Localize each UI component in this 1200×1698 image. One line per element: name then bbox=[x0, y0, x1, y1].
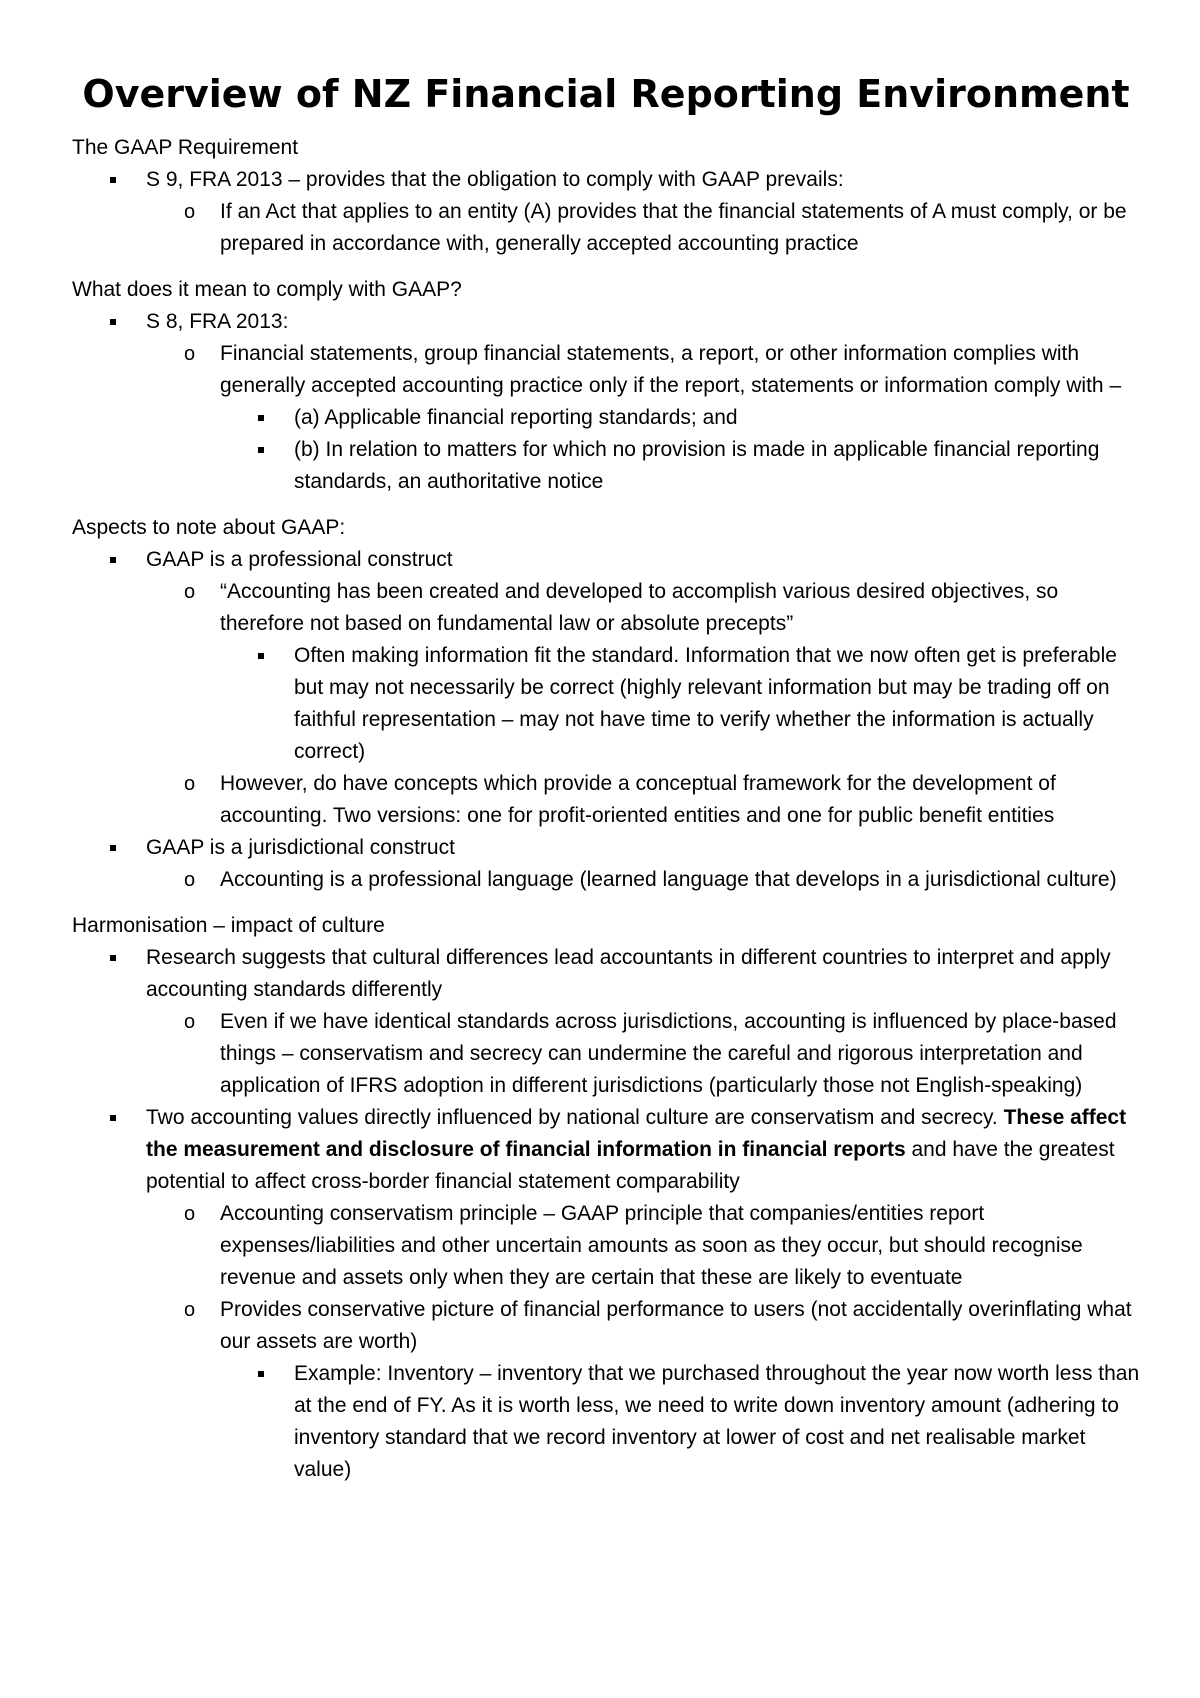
square-bullet-icon bbox=[258, 1358, 278, 1390]
list-item-text: (b) In relation to matters for which no provision is made in applicable financial reporting standards, an authoritative notice bbox=[294, 438, 1100, 493]
section-heading: What does it mean to comply with GAAP? bbox=[72, 278, 462, 301]
sub-sub-list bbox=[146, 1358, 1140, 1486]
list-item bbox=[72, 942, 1140, 1102]
section-harmonisation bbox=[72, 910, 1140, 1486]
list-item bbox=[72, 544, 1140, 832]
circle-bullet-icon: o bbox=[184, 773, 196, 795]
square-bullet-icon bbox=[110, 1102, 130, 1134]
list-item-text-part: Two accounting values directly influenced by national culture are conservatism and secrecy. bbox=[146, 1106, 1004, 1129]
section-gaap-requirement bbox=[72, 132, 1140, 260]
circle-bullet-icon: o bbox=[184, 201, 196, 223]
sub-sub-list bbox=[146, 640, 1140, 768]
section-heading: The GAAP Requirement bbox=[72, 136, 299, 159]
list-item-text: GAAP is a professional construct bbox=[146, 548, 453, 571]
sub-sub-list bbox=[146, 402, 1140, 498]
bullet-list bbox=[72, 306, 1140, 498]
list-item bbox=[72, 1102, 1140, 1486]
list-item-text: S 9, FRA 2013 – provides that the obligation to comply with GAAP prevails: bbox=[146, 168, 844, 191]
bullet-list bbox=[72, 942, 1140, 1486]
list-item bbox=[146, 864, 1140, 896]
list-item-text: Often making information fit the standard. Information that we now often get is preferable but may not necessarily be correct (highly relevant information but may be trading off on faithful representation – may not have time to verify whether the information is actually correct) bbox=[294, 644, 1117, 763]
list-item bbox=[146, 1006, 1140, 1102]
section-aspects-gaap bbox=[72, 512, 1140, 896]
list-item bbox=[146, 338, 1140, 498]
list-item-text: Example: Inventory – inventory that we purchased throughout the year now worth less than at the end of FY. As it is worth less, we need to write down inventory amount (adhering to inventory standard that we record inventory at lower of cost and net realisable market value) bbox=[294, 1362, 1140, 1481]
square-bullet-icon bbox=[110, 544, 130, 576]
sub-list bbox=[72, 196, 1140, 260]
list-item bbox=[72, 832, 1140, 896]
circle-bullet-icon: o bbox=[184, 869, 196, 891]
sub-list bbox=[72, 338, 1140, 498]
list-item-text: Even if we have identical standards across jurisdictions, accounting is influenced by place-based things – conservatism and secrecy can undermine the careful and rigorous interpretation and application of IFRS adoption in different jurisdictions (particularly those not English-speaking) bbox=[220, 1010, 1117, 1097]
list-item-text: Accounting is a professional language (learned language that develops in a jurisdictional culture) bbox=[220, 868, 1117, 891]
square-bullet-icon bbox=[258, 434, 278, 466]
list-item-text: Provides conservative picture of financial performance to users (not accidentally overinflating what our assets are worth) bbox=[220, 1298, 1132, 1353]
circle-bullet-icon: o bbox=[184, 1011, 196, 1033]
square-bullet-icon bbox=[258, 402, 278, 434]
list-item-text: “Accounting has been created and developed to accomplish various desired objectives, so therefore not based on fundamental law or absolute precepts” bbox=[220, 580, 1059, 635]
bullet-list bbox=[72, 164, 1140, 260]
page-title: Overview of NZ Financial Reporting Environment bbox=[82, 72, 1130, 116]
list-item-text: However, do have concepts which provide a conceptual framework for the development of accounting. Two versions: one for profit-oriented entities and one for public benefit entities bbox=[220, 772, 1056, 827]
square-bullet-icon bbox=[110, 832, 130, 864]
list-item-text-part: and have the greatest potential to affect cross-border financial statement comparability bbox=[146, 1138, 1115, 1193]
sub-list bbox=[72, 1006, 1140, 1102]
list-item-text-bold: These affect the measurement and disclosure of financial information in financial reports bbox=[146, 1106, 1127, 1161]
list-item-text: S 8, FRA 2013: bbox=[146, 310, 289, 333]
sub-list bbox=[72, 576, 1140, 832]
list-item bbox=[146, 768, 1140, 832]
list-item-text: Financial statements, group financial statements, a report, or other information complies with generally accepted accounting practice only if the report, statements or information comply with – bbox=[220, 342, 1122, 397]
circle-bullet-icon: o bbox=[184, 1203, 196, 1225]
circle-bullet-icon: o bbox=[184, 1299, 196, 1321]
circle-bullet-icon: o bbox=[184, 581, 196, 603]
section-heading: Aspects to note about GAAP: bbox=[72, 516, 346, 539]
list-item bbox=[146, 1294, 1140, 1486]
square-bullet-icon bbox=[110, 306, 130, 338]
circle-bullet-icon: o bbox=[184, 343, 196, 365]
square-bullet-icon bbox=[110, 942, 130, 974]
list-item-text: Accounting conservatism principle – GAAP principle that companies/entities report expenses/liabilities and other uncertain amounts as soon as they occur, but should recognise revenue and assets only when they are certain that these are likely to eventuate bbox=[220, 1202, 1083, 1289]
list-item bbox=[72, 164, 1140, 260]
square-bullet-icon bbox=[258, 640, 278, 672]
list-item bbox=[220, 640, 1140, 768]
bullet-list bbox=[72, 544, 1140, 896]
list-item bbox=[72, 306, 1140, 498]
list-item bbox=[146, 1198, 1140, 1294]
list-item-text: GAAP is a jurisdictional construct bbox=[146, 836, 455, 859]
list-item bbox=[220, 434, 1140, 498]
list-item-text: Research suggests that cultural differences lead accountants in different countries to interpret and apply accounting standards differently bbox=[146, 946, 1111, 1001]
list-item bbox=[146, 196, 1140, 260]
list-item bbox=[220, 402, 1140, 434]
sub-list bbox=[72, 864, 1140, 896]
list-item-text: If an Act that applies to an entity (A) provides that the financial statements of A must comply, or be prepared in accordance with, generally accepted accounting practice bbox=[220, 200, 1127, 255]
sub-list bbox=[72, 1198, 1140, 1486]
list-item-text: (a) Applicable financial reporting standards; and bbox=[294, 406, 738, 429]
list-item bbox=[146, 576, 1140, 768]
section-heading: Harmonisation – impact of culture bbox=[72, 914, 385, 937]
section-comply-with-gaap bbox=[72, 274, 1140, 498]
square-bullet-icon bbox=[110, 164, 130, 196]
list-item bbox=[220, 1358, 1140, 1486]
